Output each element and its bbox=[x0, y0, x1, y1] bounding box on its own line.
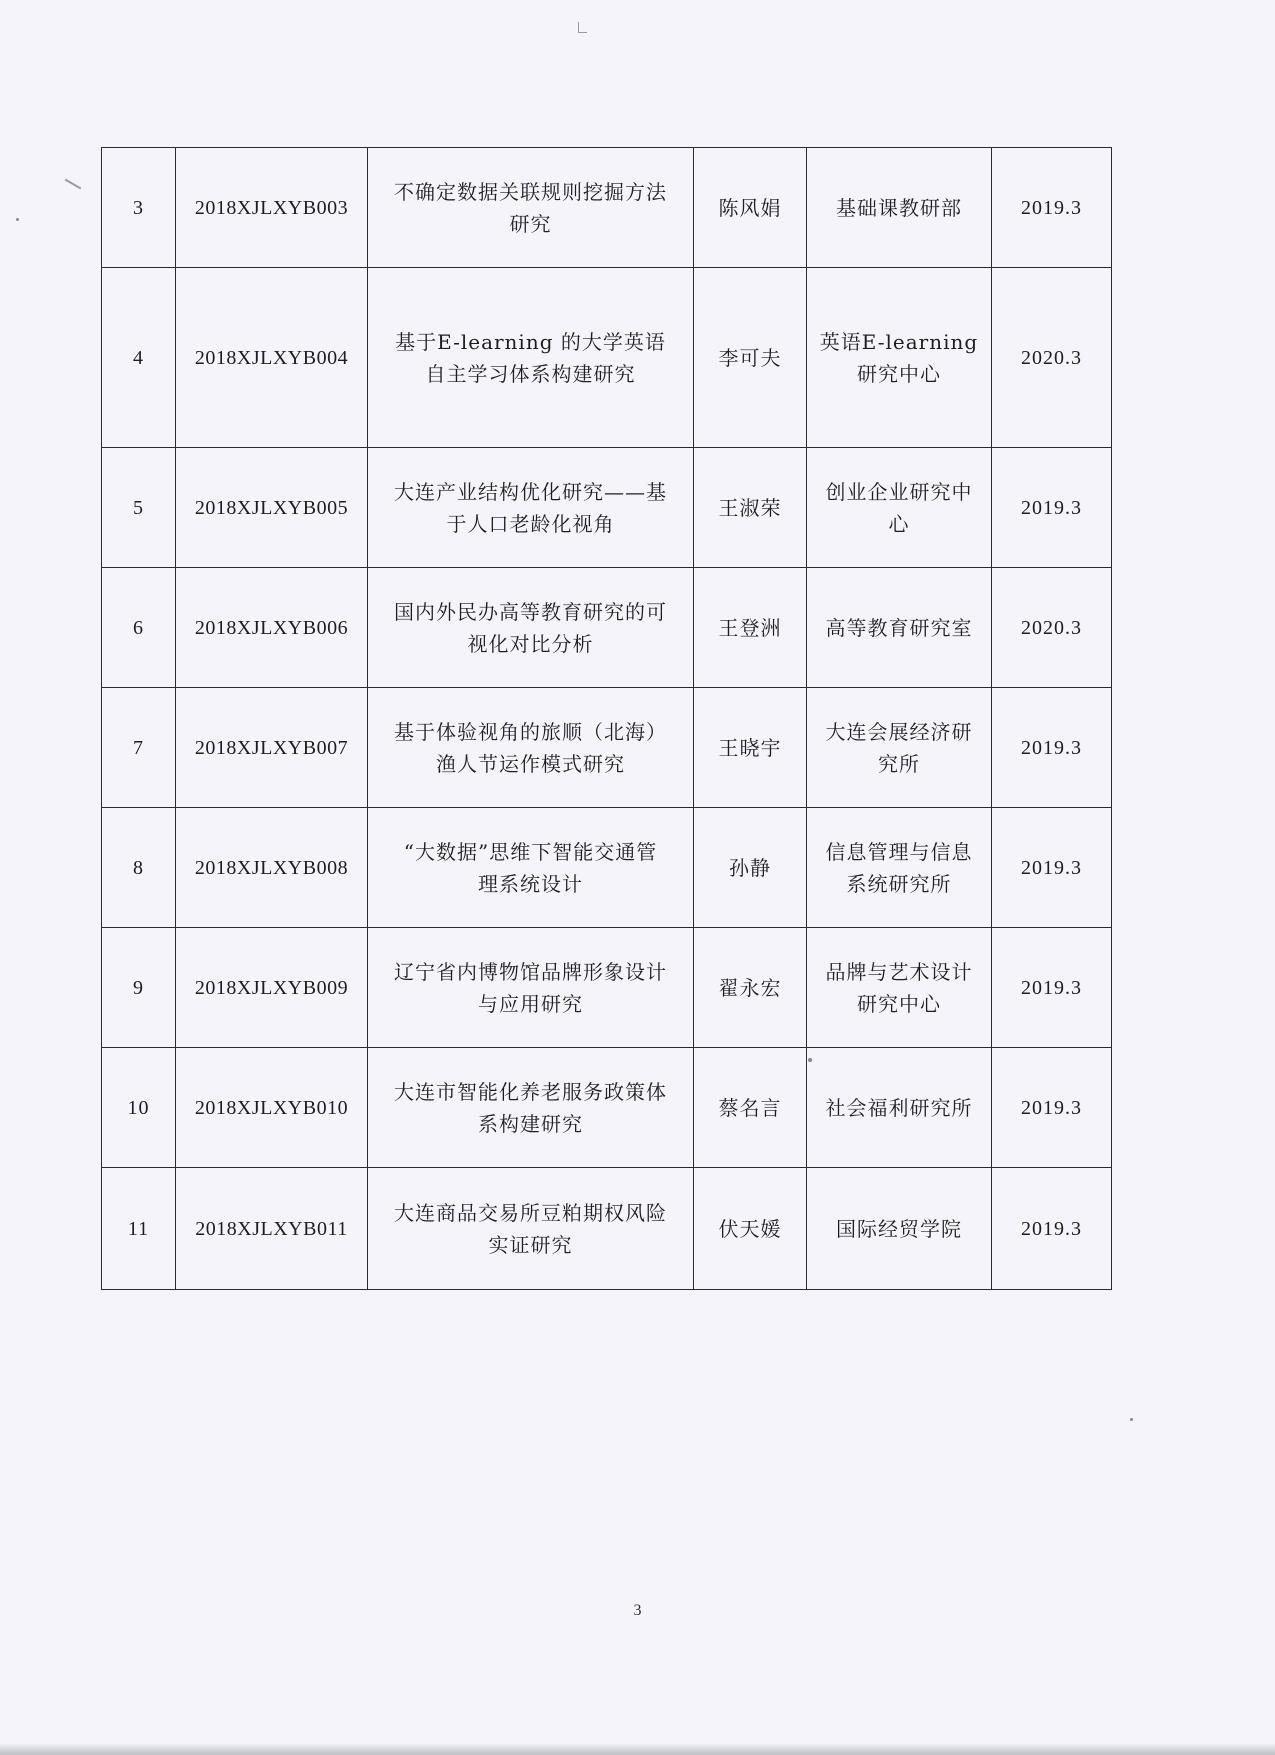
completion-date: 2019.3 bbox=[1021, 736, 1082, 759]
project-code-cell bbox=[176, 268, 368, 448]
department-cell bbox=[807, 688, 992, 808]
project-leader-cell bbox=[694, 1048, 807, 1168]
table-row bbox=[102, 688, 1112, 808]
completion-date: 2020.3 bbox=[1021, 346, 1082, 369]
projects-table-body bbox=[102, 148, 1112, 1290]
project-title-line: 国内外民办高等教育研究的可 bbox=[394, 599, 667, 624]
project-title-cell bbox=[368, 568, 694, 688]
project-title-line: 系构建研究 bbox=[478, 1111, 583, 1136]
completion-date-cell bbox=[992, 1048, 1112, 1168]
project-leader-cell bbox=[694, 448, 807, 568]
department-line: 英语E-learning bbox=[819, 329, 979, 354]
department-cell bbox=[807, 808, 992, 928]
project-code-cell bbox=[176, 808, 368, 928]
department-line: 心 bbox=[888, 511, 910, 536]
row-number-cell bbox=[102, 1168, 176, 1290]
completion-date-cell bbox=[992, 928, 1112, 1048]
project-code-cell bbox=[176, 1048, 368, 1168]
project-code: 2018XJLXYB006 bbox=[194, 616, 349, 639]
project-title-line: 基于E-learning 的大学英语 bbox=[395, 329, 666, 354]
project-leader: 翟永宏 bbox=[718, 975, 782, 1000]
project-leader: 王登洲 bbox=[718, 615, 782, 640]
department-line: 国际经贸学院 bbox=[836, 1216, 962, 1241]
project-title-line: 大连产业结构优化研究——基 bbox=[394, 479, 667, 504]
project-leader: 李可夫 bbox=[718, 345, 782, 370]
completion-date: 2019.3 bbox=[1021, 196, 1082, 219]
department-cell bbox=[807, 1168, 992, 1290]
scan-speck bbox=[16, 218, 19, 221]
completion-date-cell bbox=[992, 808, 1112, 928]
project-title-cell bbox=[368, 448, 694, 568]
completion-date-cell bbox=[992, 448, 1112, 568]
project-title-cell bbox=[368, 1168, 694, 1290]
project-code: 2018XJLXYB003 bbox=[194, 196, 349, 219]
department-line: 创业企业研究中 bbox=[825, 479, 973, 504]
page-number: 3 bbox=[633, 1602, 642, 1619]
row-number: 6 bbox=[133, 616, 144, 639]
project-title-line: 研究 bbox=[509, 211, 552, 236]
department-cell bbox=[807, 268, 992, 448]
row-number-cell bbox=[102, 568, 176, 688]
project-code: 2018XJLXYB009 bbox=[194, 976, 349, 999]
project-leader: 王晓宇 bbox=[718, 735, 782, 760]
row-number-cell bbox=[102, 1048, 176, 1168]
row-number: 11 bbox=[127, 1217, 150, 1240]
row-number: 7 bbox=[133, 736, 144, 759]
row-number: 10 bbox=[127, 1096, 150, 1119]
row-number: 5 bbox=[133, 496, 144, 519]
project-leader-cell bbox=[694, 928, 807, 1048]
project-title-line: 自主学习体系构建研究 bbox=[425, 361, 636, 386]
row-number: 4 bbox=[133, 346, 144, 369]
project-title-line: 于人口老龄化视角 bbox=[446, 511, 615, 536]
department-line: 研究中心 bbox=[857, 361, 941, 386]
project-title-line: 实证研究 bbox=[488, 1232, 573, 1257]
completion-date: 2019.3 bbox=[1021, 856, 1082, 879]
project-leader-cell bbox=[694, 1168, 807, 1290]
completion-date-cell bbox=[992, 688, 1112, 808]
table-row bbox=[102, 148, 1112, 268]
completion-date: 2019.3 bbox=[1021, 1096, 1082, 1119]
project-title-cell bbox=[368, 1048, 694, 1168]
department-cell bbox=[807, 1048, 992, 1168]
completion-date-cell bbox=[992, 1168, 1112, 1290]
department-cell bbox=[807, 568, 992, 688]
department-cell bbox=[807, 148, 992, 268]
project-leader-cell bbox=[694, 568, 807, 688]
project-title-line: 大连市智能化养老服务政策体 bbox=[394, 1079, 667, 1104]
row-number-cell bbox=[102, 148, 176, 268]
project-leader: 陈风娟 bbox=[718, 195, 782, 220]
project-title-line: 基于体验视角的旅顺（北海） bbox=[394, 719, 667, 744]
project-code-cell bbox=[176, 928, 368, 1048]
completion-date: 2019.3 bbox=[1021, 976, 1082, 999]
row-number: 3 bbox=[133, 196, 144, 219]
project-title-line: “大数据”思维下智能交通管 bbox=[403, 839, 658, 864]
projects-table bbox=[101, 147, 1112, 1290]
project-title-line: 不确定数据关联规则挖掘方法 bbox=[394, 179, 667, 204]
department-line: 大连会展经济研 bbox=[825, 719, 973, 744]
project-title-line: 辽宁省内博物馆品牌形象设计 bbox=[394, 959, 667, 984]
department-line: 信息管理与信息 bbox=[825, 839, 973, 864]
completion-date-cell bbox=[992, 268, 1112, 448]
project-leader-cell bbox=[694, 808, 807, 928]
completion-date: 2019.3 bbox=[1021, 1217, 1082, 1240]
table-row bbox=[102, 1168, 1112, 1290]
project-title-cell bbox=[368, 928, 694, 1048]
completion-date: 2019.3 bbox=[1021, 496, 1082, 519]
project-leader: 伏天媛 bbox=[718, 1216, 782, 1241]
project-code: 2018XJLXYB011 bbox=[195, 1217, 348, 1240]
scan-mark bbox=[578, 22, 587, 33]
department-cell bbox=[807, 928, 992, 1048]
project-title-cell bbox=[368, 688, 694, 808]
project-leader: 孙静 bbox=[729, 855, 771, 880]
project-code-cell bbox=[176, 568, 368, 688]
department-line: 系统研究所 bbox=[846, 871, 952, 896]
project-title-line: 与应用研究 bbox=[478, 991, 583, 1016]
completion-date-cell bbox=[992, 568, 1112, 688]
scan-edge-shadow bbox=[0, 1743, 1275, 1755]
project-title-line: 渔人节运作模式研究 bbox=[436, 751, 625, 776]
table-row bbox=[102, 808, 1112, 928]
project-leader-cell bbox=[694, 268, 807, 448]
project-code: 2018XJLXYB004 bbox=[194, 346, 349, 369]
scan-speck bbox=[1130, 1418, 1133, 1421]
project-leader: 蔡名言 bbox=[718, 1095, 782, 1120]
project-code-cell bbox=[176, 148, 368, 268]
table-row bbox=[102, 1048, 1112, 1168]
department-line: 高等教育研究室 bbox=[825, 615, 973, 640]
department-line: 社会福利研究所 bbox=[825, 1095, 973, 1120]
row-number-cell bbox=[102, 268, 176, 448]
project-title-line: 视化对比分析 bbox=[467, 631, 594, 656]
project-code-cell bbox=[176, 688, 368, 808]
row-number-cell bbox=[102, 448, 176, 568]
project-leader-cell bbox=[694, 148, 807, 268]
completion-date: 2020.3 bbox=[1021, 616, 1082, 639]
project-title-cell bbox=[368, 148, 694, 268]
row-number: 8 bbox=[133, 856, 144, 879]
row-number-cell bbox=[102, 928, 176, 1048]
department-line: 究所 bbox=[878, 751, 920, 776]
project-code: 2018XJLXYB007 bbox=[194, 736, 349, 759]
table-row bbox=[102, 568, 1112, 688]
project-title-cell bbox=[368, 808, 694, 928]
department-line: 基础课教研部 bbox=[836, 195, 962, 220]
completion-date-cell bbox=[992, 148, 1112, 268]
project-code: 2018XJLXYB005 bbox=[194, 496, 349, 519]
project-title-line: 理系统设计 bbox=[478, 871, 583, 896]
project-title-cell bbox=[368, 268, 694, 448]
table-row bbox=[102, 448, 1112, 568]
project-leader: 王淑荣 bbox=[718, 495, 782, 520]
table-row bbox=[102, 268, 1112, 448]
project-code: 2018XJLXYB008 bbox=[194, 856, 349, 879]
table-row bbox=[102, 928, 1112, 1048]
row-number-cell bbox=[102, 688, 176, 808]
department-line: 品牌与艺术设计 bbox=[825, 959, 973, 984]
project-code-cell bbox=[176, 1168, 368, 1290]
project-title-line: 大连商品交易所豆粕期权风险 bbox=[394, 1200, 667, 1225]
row-number: 9 bbox=[133, 976, 144, 999]
row-number-cell bbox=[102, 808, 176, 928]
project-code-cell bbox=[176, 448, 368, 568]
project-code: 2018XJLXYB010 bbox=[194, 1096, 349, 1119]
scan-mark bbox=[65, 179, 82, 190]
department-line: 研究中心 bbox=[857, 991, 941, 1016]
project-leader-cell bbox=[694, 688, 807, 808]
department-cell bbox=[807, 448, 992, 568]
